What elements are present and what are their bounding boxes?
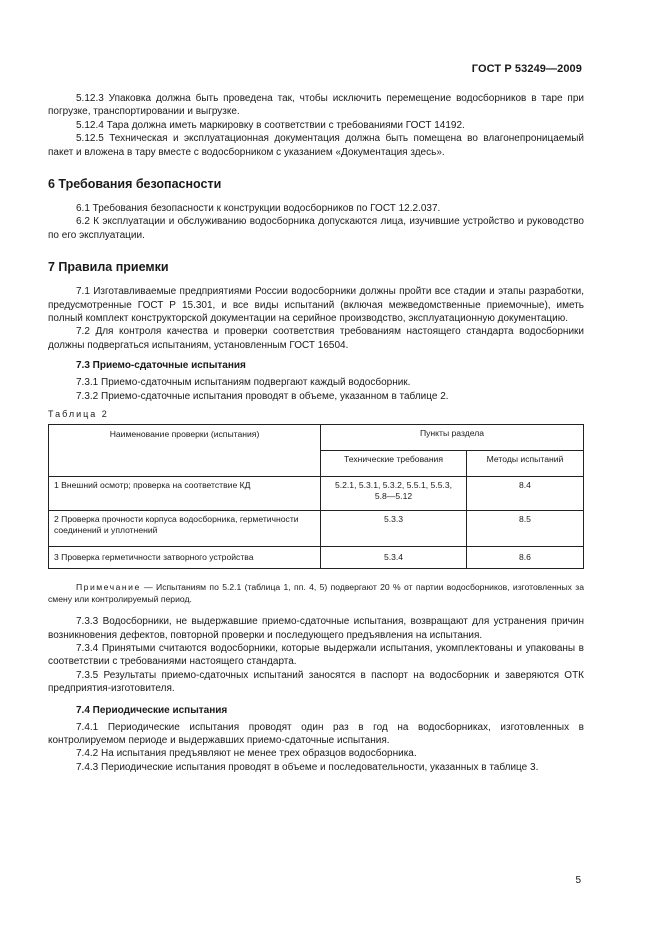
table-cell-methods: 8.4 [467,477,584,511]
document-body [48,92,584,774]
paragraph-5-12-4: 5.12.4 Тара должна иметь маркировку в соответствии с требованиями ГОСТ 14192. [76,119,465,131]
table-cell-methods: 8.6 [467,547,584,569]
table-cell-tech: 5.3.4 [321,547,467,569]
table-cell-name: 1 Внешний осмотр; проверка на соответствие КД [49,477,321,511]
table-cell-methods: 8.5 [467,511,584,547]
subsection-7-3-heading: 7.3 Приемо-сдаточные испытания [76,360,246,372]
paragraph-7-3-2: 7.3.2 Приемо-сдаточные испытания проводят в объеме, указанном в таблице 2. [76,390,449,402]
table-cell-name: 3 Проверка герметичности затворного устройства [49,547,321,569]
table-cell-tech: 5.3.3 [321,511,467,547]
header-section-points: Пункты раздела [321,425,584,451]
paragraph-7-4-2: 7.4.2 На испытания предъявляют не менее трех образцов водосборника. [76,748,417,760]
note-text: — Испытаниям по 5.2.1 (таблица 1, пп. 4, 5) подвергают 20 % от партии водосборников, изготовленных за смену или контролируемый период. [48,582,584,605]
note-label: Примечание [76,582,141,593]
table-cell-tech: 5.2.1, 5.3.1, 5.3.2, 5.5.1, 5.5.3, 5.8—5.12 [321,477,467,511]
paragraph-6-1: 6.1 Требования безопасности к конструкции водосборников по ГОСТ 12.2.037. [76,203,441,215]
paragraph-7-3-4: 7.3.4 Принятыми считаются водосборники, которые выдержали испытания, укомплектованы и упакованы в соответствии с требованиями настоящего стандарта. [48,642,584,668]
paragraph-7-4-1: 7.4.1 Периодические испытания проводят один раз в год на водосборниках, изготовленных в контролируемом периоде и выдержавших приемо-сдаточные испытания. [48,721,584,746]
section-7-heading: 7 Правила приемки [48,260,169,275]
table-2-caption: Таблица 2 [48,409,109,420]
document-standard-id: ГОСТ Р 53249—2009 [471,63,582,75]
paragraph-7-3-3: 7.3.3 Водосборники, не выдержавшие приемо-сдаточные испытания, возвращают для устранения причин возникновения дефектов, повторной проверки и последующего предъявления на испытания. [48,616,584,641]
paragraph-7-4-3: 7.4.3 Периодические испытания проводят в объеме и последовательности, указанных в таблице 3. [76,761,539,773]
subsection-7-4-heading: 7.4 Периодические испытания [76,704,228,716]
header-tech-requirements: Технические требования [321,451,467,477]
header-test-methods: Методы испытаний [467,451,584,477]
paragraph-5-12-3: 5.12.3 Упаковка должна быть проведена так, чтобы исключить перемещение водосборников в таре при погрузке, транспортировании и выгрузке. [48,93,584,118]
paragraph-7-3-5: 7.3.5 Результаты приемо-сдаточных испытаний заносятся в паспорт на водосборник и заверяются ОТК предприятия-изготовителя. [48,669,584,695]
table-2 [48,424,584,569]
table-row [49,477,584,511]
paragraph-6-2: 6.2 К эксплуатации и обслуживанию водосборника допускаются лица, изучившие устройство и руководство по его эксплуатации. [48,216,584,241]
section-6-heading: 6 Требования безопасности [48,177,222,192]
table-header-row [49,425,584,451]
header-check-name: Наименование проверки (испытания) [49,425,321,477]
table-2-note [48,581,584,605]
page-number: 5 [575,875,581,886]
table-row [49,511,584,547]
table-row [49,547,584,569]
paragraph-5-12-5: 5.12.5 Техническая и эксплуатационная документация должна быть помещена во влагонепроницаемый пакет и вложена в тару вместе с водосборником с указанием «Документация здесь». [48,133,584,158]
paragraph-7-1: 7.1 Изготавливаемые предприятиями России водосборники должны пройти все стадии и этапы разработки, предусмотренные ГОСТ Р 15.301, и все виды испытаний (включая межведомственные приемочные), иметь полный комплект конструкторской документации на серийное производство, эксплуатационную документацию. [48,286,584,325]
paragraph-7-2: 7.2 Для контроля качества и проверки соответствия требованиям настоящего стандарта водосборники должны подвергаться испытаниям, установленным ГОСТ 16504. [48,326,584,351]
table-cell-name: 2 Проверка прочности корпуса водосборника, герметичности соединений и уплотнений [49,511,321,547]
paragraph-7-3-1: 7.3.1 Приемо-сдаточным испытаниям подвергают каждый водосборник. [76,377,411,389]
